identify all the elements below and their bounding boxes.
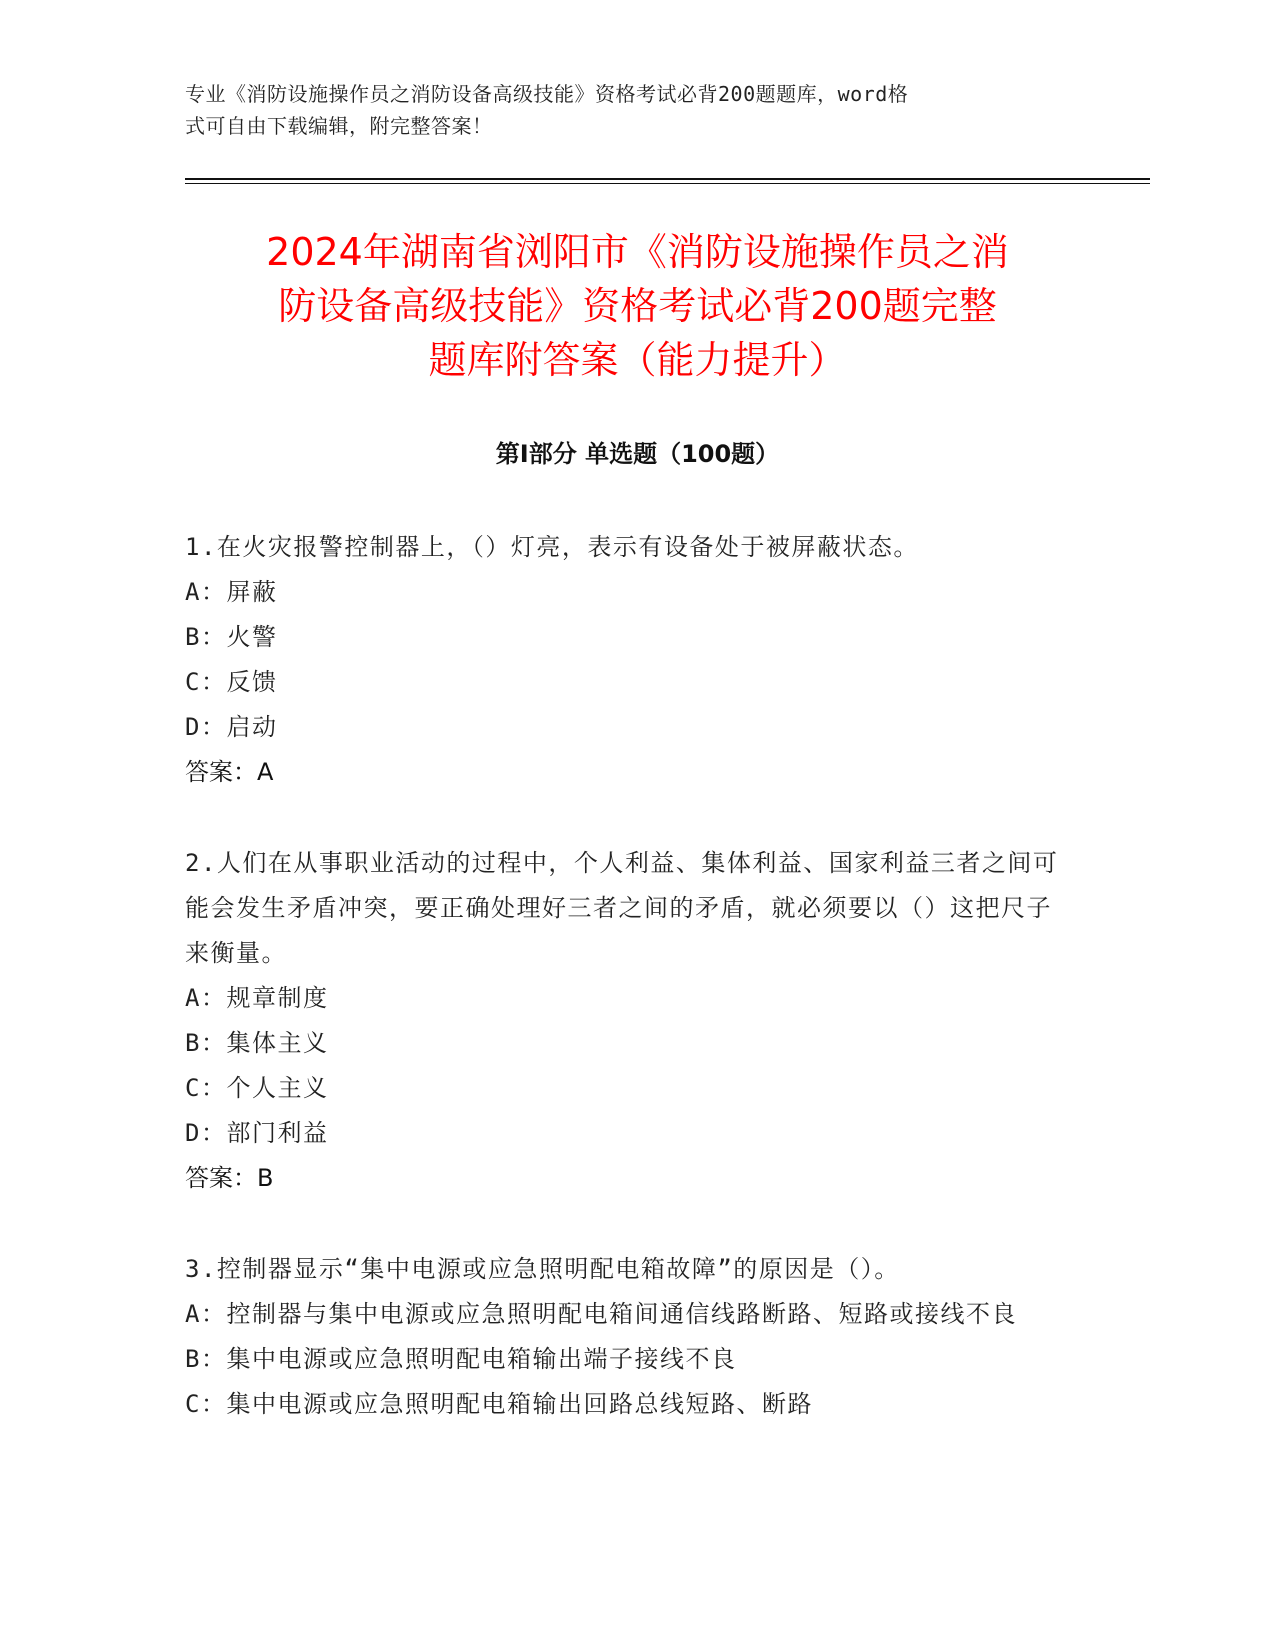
question-answer: 答案：B — [185, 1164, 274, 1192]
question-option: B：集体主义 — [185, 1029, 329, 1057]
header-note — [185, 78, 1065, 142]
question-list — [185, 525, 1070, 1473]
document-title — [185, 225, 1090, 387]
question-option: A：规章制度 — [185, 984, 329, 1012]
question-item — [185, 1247, 1070, 1427]
document-title-line: 题库附答案（能力提升） — [428, 338, 847, 382]
header-note-line: 专业《消防设施操作员之消防设备高级技能》资格考试必背200题题库，word格 — [185, 82, 909, 106]
question-option: C：集中电源或应急照明配电箱输出回路总线短路、断路 — [185, 1390, 813, 1418]
question-item — [185, 525, 1070, 795]
header-note-line: 式可自由下载编辑，附完整答案！ — [185, 114, 493, 138]
question-option: A：控制器与集中电源或应急照明配电箱间通信线路断路、短路或接线不良 — [185, 1300, 1017, 1328]
question-option: B：集中电源或应急照明配电箱输出端子接线不良 — [185, 1345, 737, 1373]
question-option: A：屏蔽 — [185, 578, 278, 606]
question-option: C：个人主义 — [185, 1074, 329, 1102]
document-title-line: 2024年湖南省浏阳市《消防设施操作员之消 — [266, 230, 1009, 274]
section-heading: 第I部分 单选题（100题） — [495, 440, 780, 468]
question-stem: 1.在火灾报警控制器上，（）灯亮，表示有设备处于被屏蔽状态。 — [185, 533, 919, 561]
question-option: C：反馈 — [185, 668, 278, 696]
question-stem: 2.人们在从事职业活动的过程中，个人利益、集体利益、国家利益三者之间可能会发生矛盾冲突，要正确处理好三者之间的矛盾，就必须要以（）这把尺子来衡量。 — [185, 849, 1059, 967]
question-option: D：部门利益 — [185, 1119, 329, 1147]
header-rule-thin — [185, 183, 1150, 184]
document-title-line: 防设备高级技能》资格考试必背200题完整 — [278, 284, 997, 328]
question-item — [185, 841, 1070, 1201]
question-option: D：启动 — [185, 713, 278, 741]
header-rule-thick — [185, 178, 1150, 180]
question-answer: 答案：A — [185, 758, 274, 786]
question-stem: 3.控制器显示“集中电源或应急照明配电箱故障”的原因是（）。 — [185, 1255, 900, 1283]
question-option: B：火警 — [185, 623, 278, 651]
